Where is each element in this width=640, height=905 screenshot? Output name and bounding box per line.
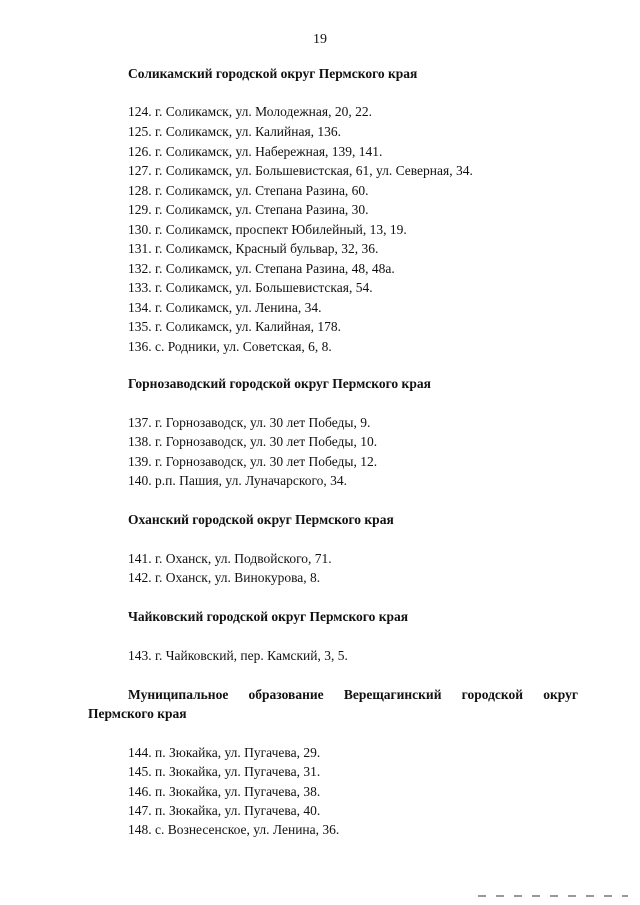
list-item: 136. с. Родники, ул. Советская, 6, 8. xyxy=(128,339,332,354)
section-heading-solikamsk: Соликамский городской округ Пермского края xyxy=(128,66,418,81)
page-number: 19 xyxy=(313,32,327,47)
section-heading-okhansk: Оханский городской округ Пермского края xyxy=(128,512,394,527)
list-item: 139. г. Горнозаводск, ул. 30 лет Победы, 12. xyxy=(128,454,378,469)
list-item: 128. г. Соликамск, ул. Степана Разина, 60. xyxy=(128,183,369,198)
section-heading-chaikovsky: Чайковский городской округ Пермского края xyxy=(128,609,409,624)
list-item: 145. п. Зюкайка, ул. Пугачева, 31. xyxy=(128,764,321,779)
list-item: 138. г. Горнозаводск, ул. 30 лет Победы, 10. xyxy=(128,434,378,449)
list-item: 130. г. Соликамск, проспект Юбилейный, 13, 19. xyxy=(128,222,407,237)
list-item: 143. г. Чайковский, пер. Камский, 3, 5. xyxy=(128,648,348,663)
list-item: 126. г. Соликамск, ул. Набережная, 139, 141. xyxy=(128,144,383,159)
list-item: 131. г. Соликамск, Красный бульвар, 32, 36. xyxy=(128,241,379,256)
list-item: 148. с. Вознесенское, ул. Ленина, 36. xyxy=(128,822,340,837)
list-item: 129. г. Соликамск, ул. Степана Разина, 30. xyxy=(128,202,369,217)
list-item: 140. р.п. Пашия, ул. Луначарского, 34. xyxy=(128,473,348,488)
list-item: 124. г. Соликамск, ул. Молодежная, 20, 22. xyxy=(128,104,372,119)
list-item: 134. г. Соликамск, ул. Ленина, 34. xyxy=(128,300,322,315)
list-item: 147. п. Зюкайка, ул. Пугачева, 40. xyxy=(128,803,321,818)
list-item: 146. п. Зюкайка, ул. Пугачева, 38. xyxy=(128,784,321,799)
scan-artifact-dashes xyxy=(478,895,628,897)
list-item: 141. г. Оханск, ул. Подвойского, 71. xyxy=(128,551,332,566)
section-heading-gornozavodsk: Горнозаводский городской округ Пермского края xyxy=(128,376,431,391)
section-heading-vereshchagino-cont: Пермского края xyxy=(88,706,187,721)
list-item: 142. г. Оханск, ул. Винокурова, 8. xyxy=(128,570,321,585)
list-item: 137. г. Горнозаводск, ул. 30 лет Победы, 9. xyxy=(128,415,371,430)
list-item: 133. г. Соликамск, ул. Большевистская, 54. xyxy=(128,280,373,295)
section-heading-vereshchagino: Муниципальное образование Верещагинский городской округ xyxy=(128,687,578,702)
list-item: 125. г. Соликамск, ул. Калийная, 136. xyxy=(128,124,342,139)
list-item: 144. п. Зюкайка, ул. Пугачева, 29. xyxy=(128,745,321,760)
list-item: 135. г. Соликамск, ул. Калийная, 178. xyxy=(128,319,342,334)
list-item: 132. г. Соликамск, ул. Степана Разина, 48, 48а. xyxy=(128,261,395,276)
list-item: 127. г. Соликамск, ул. Большевистская, 61, ул. Северная, 34. xyxy=(128,163,473,178)
